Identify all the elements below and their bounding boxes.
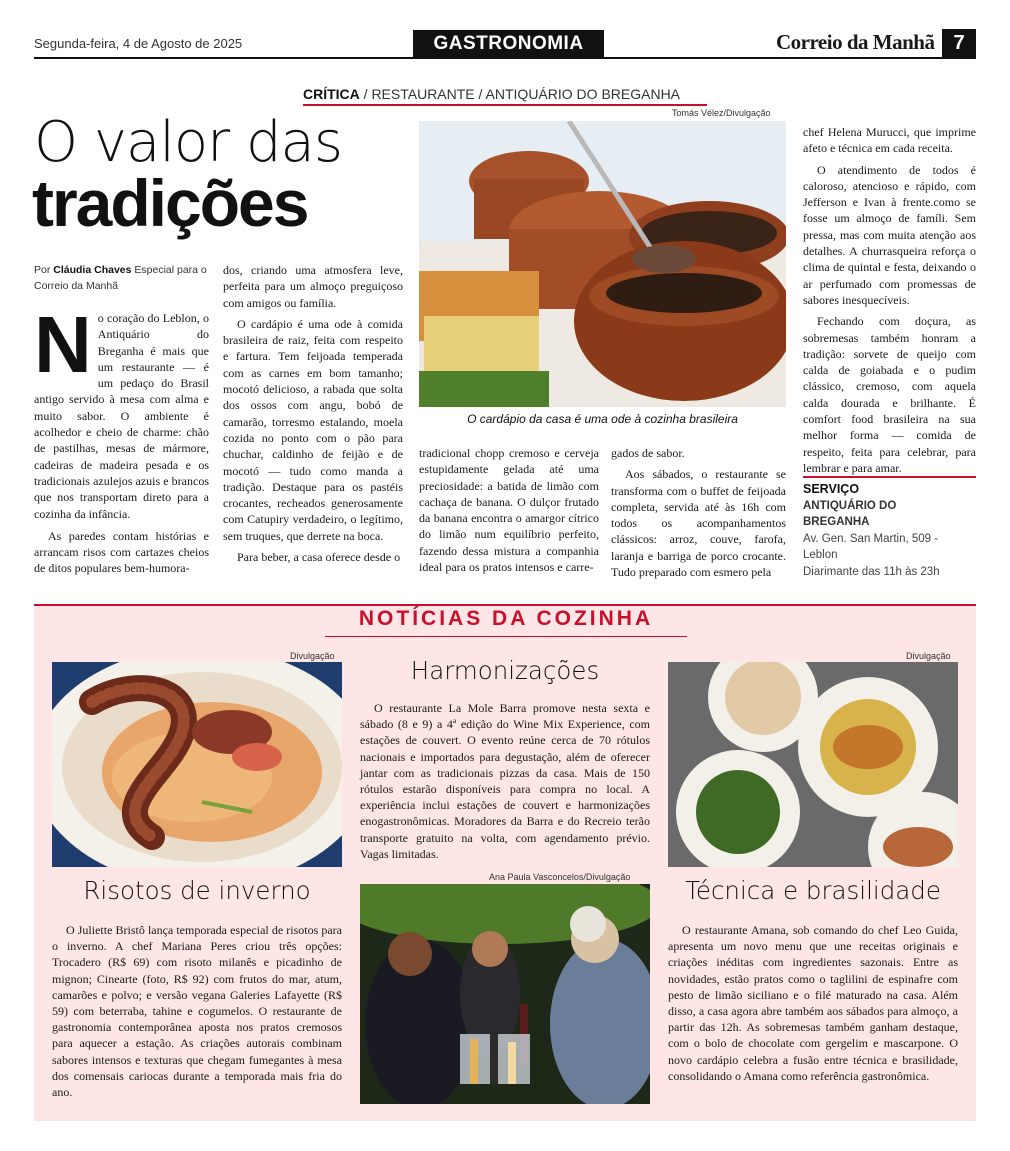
amana-headline: Técnica e brasilidade xyxy=(685,876,941,905)
risotto-headline: Risotos de inverno xyxy=(83,876,311,905)
paragraph: O atendimento de todos é caloroso, atencioso e rápido, com Jefferson e Ivan à frente.como se fosse um almoço de famíli. Sem pressa, mas com muita atenção aos detalhes. A churrasqueira reforça o clima de quintal e festa, deixando o ar perfumado com promessas de sabores inesquecíveis. xyxy=(803,162,976,307)
news-section-title: NOTÍCIAS DA COZINHA xyxy=(358,607,654,630)
paragraph: Fechando com doçura, as sobremesas também honram a tradição: sorvete de queijo com calda de goiabada e o pudim clássico, cremoso, com aquela calda dourada e brilhante. É comfort food brasileira na sua melhor forma — comida de respeito, feita para celebrar, para lembrar e para amar. xyxy=(803,314,976,475)
dishes-illustration xyxy=(668,662,958,867)
paragraph: O restaurante La Mole Barra promove nesta sexta e sábado (8 e 9) a 4ª edição do Wine Mix Experience, com estações de couvert. O evento reúne cerca de 70 rótulos nacionais e importados para degustação, além de oferecer jantar com as tradicionais pizzas da casa. Mais de 150 rótulos estarão disponíveis para compra no local. A experiência inclui estações de couvert e harmonizações enogastronômicas. Moradores da Barra e do Recreio terão transporte gratuito na volta, com agendamento prévio. Vagas limitadas. xyxy=(360,701,650,861)
article-column-4 xyxy=(611,445,786,580)
kicker-path: / RESTAURANTE / ANTIQUÁRIO DO BREGANHA xyxy=(359,86,681,102)
paragraph: o coração do Leblon, o Antiquário do Breganha é mais que um restaurante — é um pedaço do Brasil antigo servido à mesa com alma e muito sabor. O ambiente é acolhedor e cheio de charme: chão de pastilhas, mesas de mármore, cadeiras de madeira pesada e os tradicionais azulejos azuis e brancos que nos transportam direto para a cozinha da infância. xyxy=(34,311,209,521)
paragraph: Aos sábados, o restaurante se transforma com o buffet de feijoada completa, servida até às 16h com todos os acompanhamentos clássicos: arroz, couve, farofa, laranja e barriga de porco crocante. Tudo preparado com esmero pela xyxy=(611,467,786,580)
issue-date: Segunda-feira, 4 de Agosto de 2025 xyxy=(34,36,243,51)
risotto-plate-illustration xyxy=(52,662,342,867)
wine-event-photo xyxy=(360,884,650,1104)
paragraph: As paredes contam histórias e arrancam risos com cartazes cheios de ditos populares bem-humora- xyxy=(34,528,209,576)
feature-photo-credit: Tomás Vélez/Divulgação xyxy=(672,108,771,118)
paragraph: gados de sabor. xyxy=(611,446,685,460)
kicker-category: CRÍTICA xyxy=(303,86,360,102)
servico-name-line-1: ANTIQUÁRIO DO xyxy=(803,499,897,512)
article-kicker xyxy=(303,86,680,102)
paragraph: O restaurante Amana, sob comando do chef Leo Guida, apresenta um novo menu que une receitas originais e criações inéditas com ingredientes sazonais. Entre as novidades, estão pratos como o taglilini de espinafre com pesto de limão siciliano e o filé maturado na casa. Além disso, a casa agora abre também aos sábados para almoço, a partir das 12h. As sobremesas também ganham destaque, com o bolo de chocolate com gergelim e mascarpone. O novo cardápio celebra a fusão entre técnica e brasilidade, consolidando o Amana como referência gastronômica. xyxy=(668,923,958,1083)
page-number: 7 xyxy=(942,29,976,58)
servico-address-line-2: Leblon xyxy=(803,549,838,561)
paragraph: chef Helena Murucci, que imprime afeto e técnica em cada receita. xyxy=(803,125,976,156)
servico-hours: Diarimante das 11h às 23h xyxy=(803,565,940,578)
article-column-1 xyxy=(34,300,209,577)
feature-photo xyxy=(419,121,786,407)
paragraph: dos, criando uma atmosfera leve, perfeita para um almoço preguiçoso com amigos ou família. xyxy=(223,263,403,310)
clay-pots-illustration xyxy=(419,121,786,407)
amana-text xyxy=(668,922,958,1084)
servico-name-line-2: BREGANHA xyxy=(803,516,870,528)
header-rule xyxy=(34,57,976,59)
byline-author: Cláudia Chaves xyxy=(53,264,132,276)
drop-cap: N xyxy=(34,300,92,389)
headline-line-1: O valor das xyxy=(34,110,343,175)
paragraph: O cardápio é uma ode à comida brasileira de raiz, feita com respeito e fartura. Tem feijoada temperada com as carnes em bom tamanho; mocotó delicioso, a rabada que solta dos ossos com angu, bobó de camarão, torresmo estalando, moela cozida no ponto com o pão para chuchar, caldinho de feijão e de mocotó — tudo como manda a tradição. Destaque para os pastéis crocantes, recheados generosamente com Catupiry verdadeiro, o legítimo, sem truques, que derrete na boca. xyxy=(223,316,403,543)
article-column-3 xyxy=(419,445,599,575)
risotto-photo-credit: Divulgação xyxy=(290,651,335,661)
feature-photo-caption: O cardápio da casa é uma ode à cozinha brasileira xyxy=(467,412,738,426)
wine-text xyxy=(360,700,650,862)
servico-rule xyxy=(803,476,976,478)
news-title-rule xyxy=(325,636,687,637)
byline: Por Cláudia Chaves Especial para o Correio da Manhã xyxy=(34,264,207,292)
risotto-photo xyxy=(52,662,342,867)
section-label: GASTRONOMIA xyxy=(413,30,604,57)
amana-photo-credit: Divulgação xyxy=(906,651,951,661)
servico-address-line-1: Av. Gen. San Martin, 509 - xyxy=(803,532,939,545)
article-column-5 xyxy=(803,124,976,476)
article-column-2 xyxy=(223,262,403,565)
servico-title: SERVIÇO xyxy=(803,482,860,496)
amana-dishes-photo xyxy=(668,662,958,867)
paragraph: O Juliette Bristô lança temporada especial de risotos para o inverno. A chef Mariana Peres criou três opções: Trocadero (R$ 69) com risoto milanês e picadinho de mignon; Cinearte (foto, R$ 92) com frutos do mar, atum, camarões e polvo; e versão vegana Galeries Lafayette (R$ 59) com beterraba, tahine e cogumelos. O restaurante de gastronomia contemporânea aposta nos pratos cremosos para aquecer a estação. As criações autorais combinam sabores intensos e texturas que chegam fumegantes à mesa dos comensais cariocas durante a temporada mais fria do ano. xyxy=(52,923,342,1100)
kicker-rule xyxy=(303,104,707,106)
headline-line-2: tradições xyxy=(32,166,308,240)
wine-event-illustration xyxy=(360,884,650,1104)
masthead-logo: Correio da Manhã xyxy=(776,30,935,54)
servico-box xyxy=(803,481,976,580)
risotto-text xyxy=(52,922,342,1100)
wine-photo-credit: Ana Paula Vasconcelos/Divulgação xyxy=(489,872,631,882)
paragraph: tradicional chopp cremoso e cerveja estupidamente gelada até uma preciosidade: a batida de limão com cachaça de banana. O dulçor frutado da banana encontra o amargor cítrico do limão num equilíbrio perfeito, fazendo dessa mistura a companhia ideal para os pratos intensos e carre- xyxy=(419,446,599,575)
wine-headline: Harmonizações xyxy=(410,656,600,685)
paragraph: Para beber, a casa oferece desde o xyxy=(237,550,401,565)
